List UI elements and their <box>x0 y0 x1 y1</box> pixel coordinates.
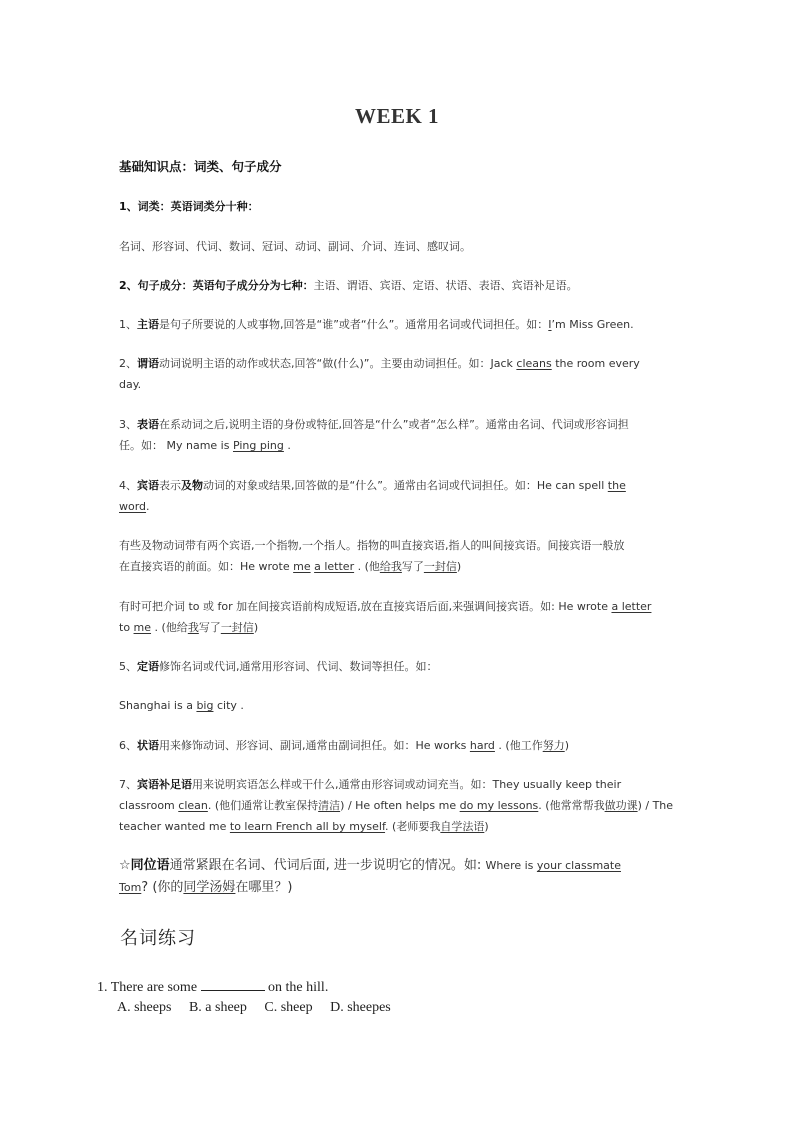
item-number: 7、 <box>119 778 137 791</box>
example-underlined: 给我 <box>379 560 402 573</box>
page-title: WEEK 1 <box>354 104 440 128</box>
definition-text: 用来说明宾语怎么样或干什么,通常由形容词或动词充当。如：They usually keep their <box>192 778 622 791</box>
option-b[interactable]: B. a sheep <box>188 1000 247 1015</box>
example-text: ) <box>484 820 489 833</box>
example-underlined: cleans <box>516 357 552 370</box>
question-1 <box>97 978 328 996</box>
example-underlined: 我 <box>187 621 199 634</box>
example-underlined: to learn French all by myself <box>229 820 386 833</box>
example-text: My name is <box>163 439 233 452</box>
complement-paragraph <box>119 774 679 795</box>
item-number: 5、 <box>119 660 137 673</box>
definition-text: 用来修饰动词、形容词、副词,通常由副词担任。如：He works <box>159 739 470 752</box>
term-subject: 主语 <box>137 318 159 331</box>
example-text: . (老师要我 <box>385 820 441 833</box>
complement-paragraph-line2 <box>119 795 679 816</box>
example-text: teacher wanted me <box>119 820 230 833</box>
option-c[interactable]: C. sheep <box>264 1000 313 1015</box>
example-underlined: 一封信 <box>423 560 457 573</box>
appositive-paragraph <box>119 855 679 877</box>
term-predicate: 谓语 <box>137 357 159 370</box>
term-predicative: 表语 <box>137 418 159 431</box>
definition-text: 在系动词之后,说明主语的身份或特征,回答是“什么”或者“怎么样”。通常由名词、代词或形容词担 <box>159 418 629 431</box>
definition-text: 动词的对象或结果,回答做的是“什么”。通常由名词或代词担任。如：He can spell <box>203 479 608 492</box>
item-number: 4、 <box>119 479 137 492</box>
definition-text: 任。如： <box>119 439 163 452</box>
example-underlined: clean <box>178 799 208 812</box>
example-underlined: word <box>119 500 147 513</box>
attribute-paragraph <box>119 656 679 677</box>
example-text: ’m Miss Green. <box>551 318 634 331</box>
example-text: 在哪里？) <box>235 880 293 895</box>
example-text: . (他常常帮我 <box>538 799 605 812</box>
exercise-section-title: 名词练习 <box>120 928 196 949</box>
double-object-paragraph-line2 <box>119 556 679 577</box>
term-object: 宾语 <box>137 479 159 492</box>
object-paragraph-line2 <box>119 496 679 517</box>
preposition-paragraph <box>119 596 679 617</box>
term-attribute: 定语 <box>137 660 159 673</box>
question-number: 1. <box>97 980 108 995</box>
example-text: Jack <box>490 357 517 370</box>
option-d[interactable]: D. sheepes <box>330 1000 391 1015</box>
attribute-example <box>119 695 679 716</box>
subject-paragraph <box>119 314 679 335</box>
question-1-options <box>117 1000 405 1016</box>
example-text: . (他 <box>354 560 380 573</box>
predicate-paragraph <box>119 353 679 374</box>
item-number: 6、 <box>119 739 137 752</box>
definition-text: 动词说明主语的动作或状态,回答“做(什么)”。主要由动词担任。如： <box>159 357 491 370</box>
example-text: to <box>119 621 134 634</box>
example-underlined: 同学汤姆 <box>183 880 236 895</box>
appositive-paragraph-line2 <box>119 877 679 899</box>
definition-text: 修饰名词或代词,通常用形容词、代词、数词等担任。如： <box>159 660 438 673</box>
definition-text: 表示 <box>159 479 181 492</box>
example-text: . <box>146 500 150 513</box>
example-underlined: 努力 <box>542 739 565 752</box>
example-underlined: do my lessons <box>459 799 539 812</box>
example-underlined: Ping ping <box>232 439 284 452</box>
term-appositive: 同位语 <box>130 858 170 873</box>
example-underlined: big <box>196 699 214 712</box>
definition-text: 通常紧跟在名词、代词后面, 进一步说明它的情况。如: <box>169 858 486 873</box>
example-text: Where is <box>485 859 537 872</box>
item-number: 3、 <box>119 418 137 431</box>
definition-text: 有时可把介词 to 或 for 加在间接宾语前构成短语,放在直接宾语后面,来强调间接宾语。如: He wrote <box>119 600 612 613</box>
predicative-paragraph <box>119 414 679 435</box>
section-2-label: 2、句子成分：英语句子成分分为七种： <box>119 279 314 292</box>
example-underlined: 一封信 <box>220 621 254 634</box>
example-text: ) <box>456 560 462 573</box>
item-number: 1、 <box>119 318 137 331</box>
adverbial-paragraph <box>119 735 679 756</box>
term-adverbial: 状语 <box>137 739 159 752</box>
example-text: . (他给 <box>151 621 188 634</box>
example-text: 在直接宾语的前面。如：He wrote <box>119 560 294 573</box>
example-underlined: a letter <box>314 560 355 573</box>
example-underlined: me <box>293 560 311 573</box>
example-underlined: the <box>607 479 626 492</box>
example-underlined: Tom <box>119 881 142 894</box>
example-underlined: I <box>548 318 552 331</box>
example-underlined: 自学法语 <box>440 820 485 833</box>
topic-heading: 基础知识点：词类、句子成分 <box>119 159 282 174</box>
example-text: 写了 <box>198 621 221 634</box>
section-2-line <box>119 275 679 296</box>
answer-blank[interactable] <box>201 978 265 991</box>
example-text: ) / The <box>637 799 674 812</box>
example-text: . (他工作 <box>494 739 543 752</box>
double-object-paragraph: 有些及物动词带有两个宾语,一个指物,一个指人。指物的叫直接宾语,指人的叫间接宾语。间接宾语一般放 <box>119 539 625 552</box>
example-underlined: me <box>133 621 152 634</box>
question-text: There are some <box>110 980 201 995</box>
example-underlined: a letter <box>611 600 652 613</box>
example-underlined: hard <box>469 739 495 752</box>
term-transitive: 及物 <box>181 479 203 492</box>
example-text: ) <box>253 621 259 634</box>
preposition-paragraph-line2 <box>119 617 679 638</box>
example-underlined: 做功课 <box>604 799 638 812</box>
example-text: ? (你的 <box>141 880 184 895</box>
example-text: 写了 <box>401 560 424 573</box>
item-number: 2、 <box>119 357 137 370</box>
example-text: ) / He often helps me <box>340 799 460 812</box>
star-icon: ☆ <box>119 858 131 873</box>
question-text: on the hill. <box>264 980 329 995</box>
complement-paragraph-line3 <box>119 816 679 837</box>
predicate-paragraph-line2: day. <box>119 378 142 391</box>
definition-text: 是句子所要说的人或事物,回答是“谁”或者“什么”。通常用名词或代词担任。如： <box>159 318 549 331</box>
term-complement: 宾语补足语 <box>137 778 192 791</box>
example-text: ) <box>564 739 569 752</box>
example-text: . <box>283 439 291 452</box>
example-text: . (他们通常让教室保持 <box>207 799 319 812</box>
example-underlined: your classmate <box>536 859 621 872</box>
option-a[interactable]: A. sheeps <box>117 1000 172 1015</box>
example-text: the room every <box>551 357 640 370</box>
example-text: city . <box>213 699 244 712</box>
predicative-paragraph-line2 <box>119 435 679 456</box>
example-text: Shanghai is a <box>119 699 197 712</box>
example-underlined: 清洁 <box>318 799 341 812</box>
word-class-list: 名词、形容词、代词、数词、冠词、动词、副词、介词、连词、感叹词。 <box>119 240 471 253</box>
section-2-list: 主语、谓语、宾语、定语、状语、表语、宾语补足语。 <box>313 279 578 292</box>
example-text: classroom <box>119 799 179 812</box>
object-paragraph <box>119 475 679 496</box>
section-1-label: 1、词类：英语词类分十种： <box>119 200 259 213</box>
